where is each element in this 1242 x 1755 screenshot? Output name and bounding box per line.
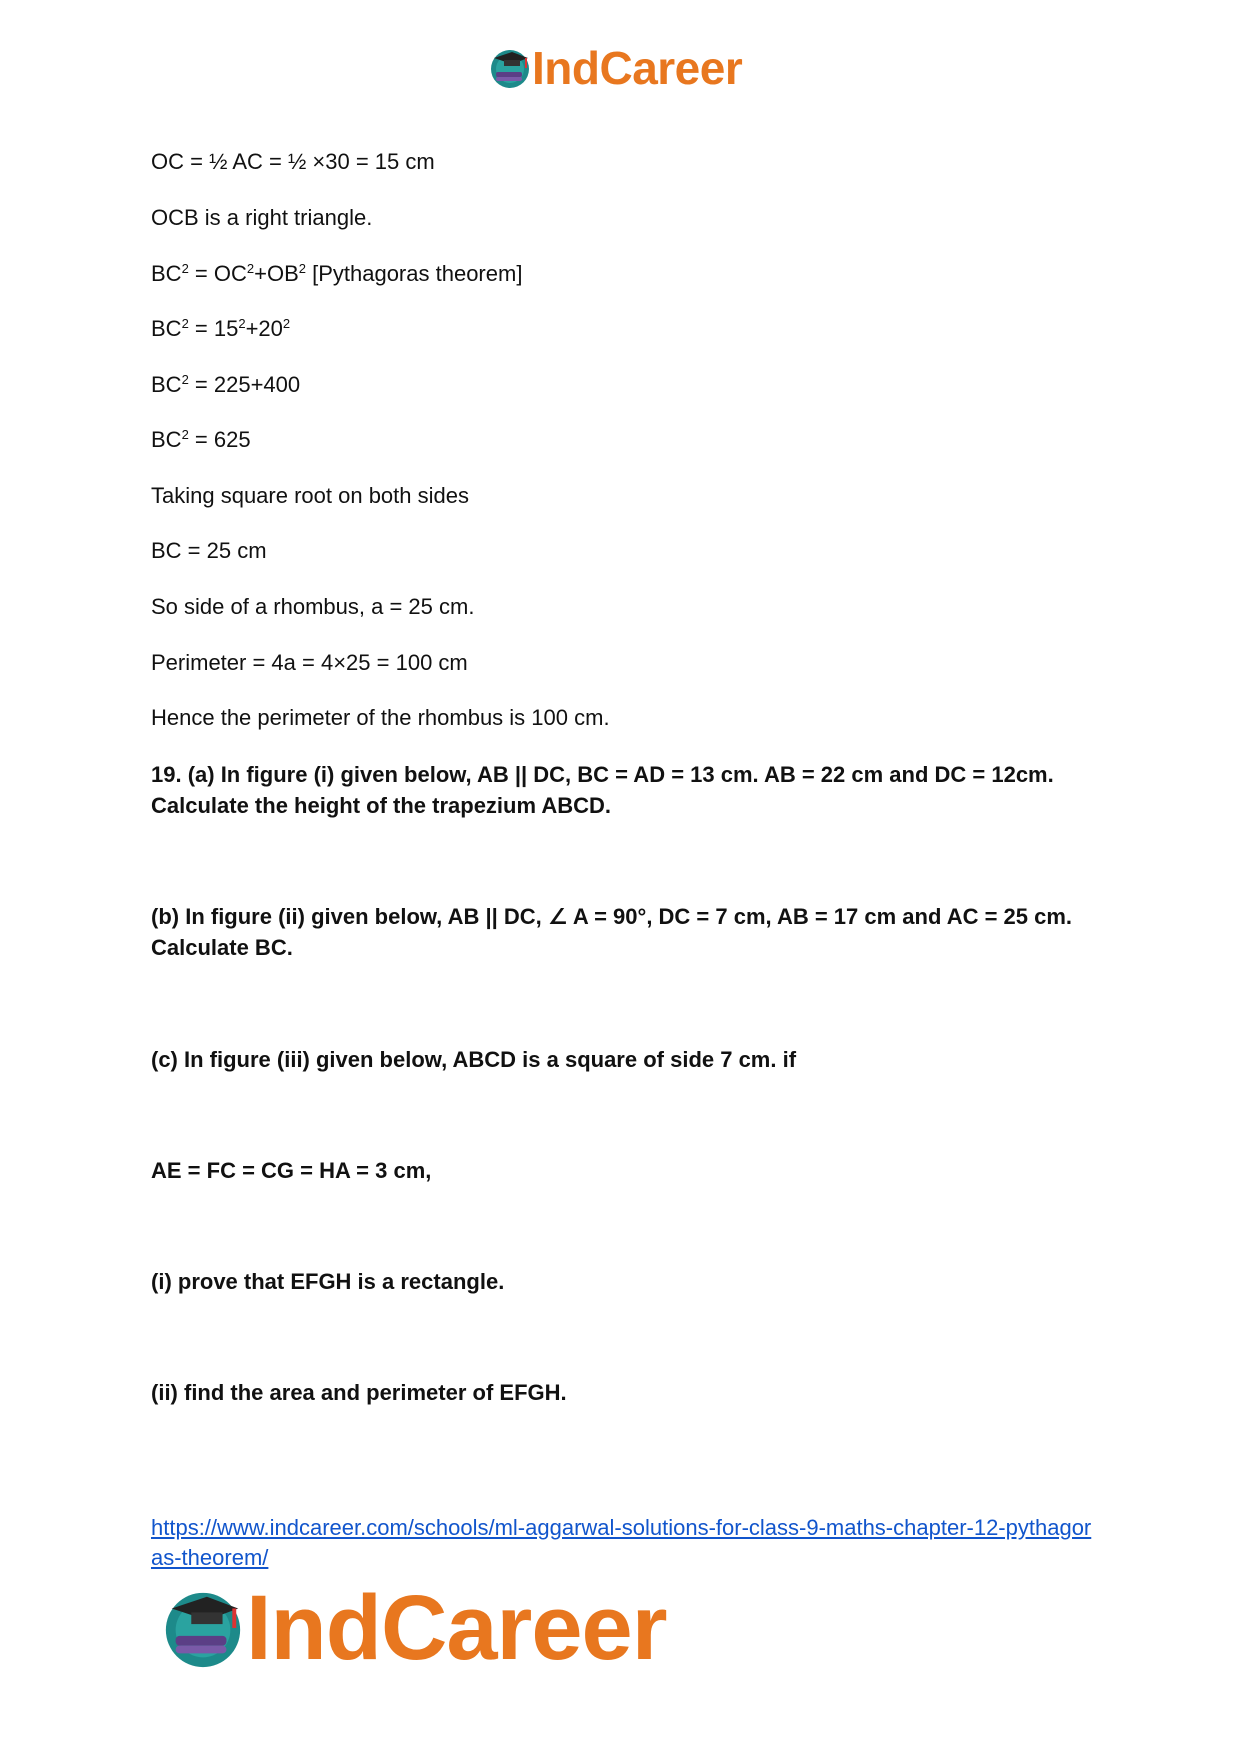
solution-line: OC = ½ AC = ½ ×30 = 15 cm [151,149,435,174]
book-graduation-cap-icon [488,46,532,90]
source-url-link[interactable]: https://www.indcareer.com/schools/ml-aggarwal-solutions-for-class-9-maths-chapter-12-pythagoras-theorem/ [151,1515,1092,1570]
solution-line: Hence the perimeter of the rhombus is 100 cm. [151,705,610,730]
book-graduation-cap-icon [160,1585,246,1671]
logo-text: IndCareer [532,42,743,94]
indcareer-logo-bottom [160,1578,667,1678]
solution-line: $BC^2 = 625$ [151,427,251,452]
logo-text: IndCareer [246,1576,667,1679]
question-19b: (b) In figure (ii) given below, AB || DC, ∠ A = 90°, DC = 7 cm, AB = 17 cm and AC = 25 cm. Calculate BC. [151,904,1073,960]
indcareer-logo-top [488,38,742,98]
question-19c: (c) In figure (iii) given below, ABCD is a square of side 7 cm. if [151,1047,797,1072]
solution-line: Taking square root on both sides [151,483,469,508]
question-19c-part-i: (i) prove that EFGH is a rectangle. [151,1269,505,1294]
question-19c-condition: AE = FC = CG = HA = 3 cm, [151,1158,432,1183]
question-19c-part-ii: (ii) find the area and perimeter of EFGH. [151,1380,567,1405]
question-19a: 19. (a) In figure (i) given below, AB || DC, BC = AD = 13 cm. AB = 22 cm and DC = 12cm. Calculate the height of the trapezium ABCD. [151,762,1054,818]
solution-line: BC = 25 cm [151,538,267,563]
solution-line: So side of a rhombus, a = 25 cm. [151,594,475,619]
solution-line: $BC^2 = OC^2+OB^2$ [Pythagoras theorem] [151,261,523,286]
solution-line: OCB is a right triangle. [151,205,373,230]
solution-line: $BC^2 = 15^2+20^2$ [151,316,291,341]
solution-line: Perimeter = 4a = 4×25 = 100 cm [151,650,468,675]
solution-line: $BC^2 = 225+400$ [151,372,301,397]
